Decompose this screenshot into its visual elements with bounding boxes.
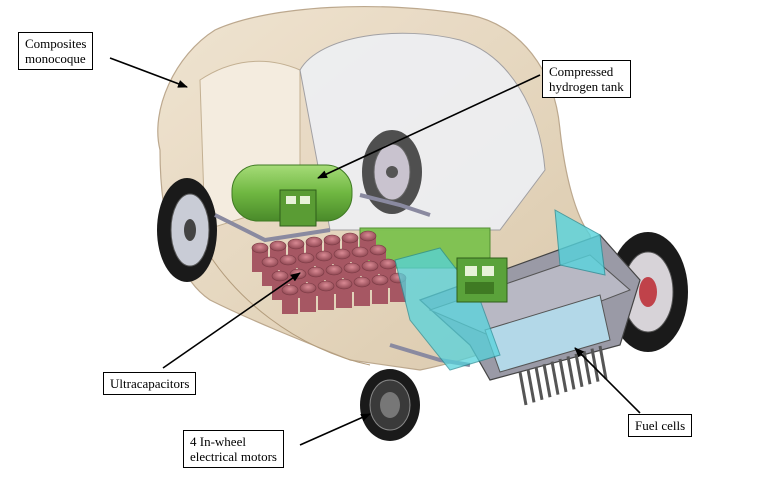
electronics-board xyxy=(457,258,507,302)
fuel-cell-fin xyxy=(568,356,574,389)
ultracapacitor-cap xyxy=(336,279,352,289)
ultracapacitor-cap xyxy=(370,245,386,255)
ultracapacitor-cap xyxy=(318,281,334,291)
ultracapacitor-cap xyxy=(316,251,332,261)
ultracapacitor-cap xyxy=(298,253,314,263)
ultracapacitor-cap xyxy=(326,265,342,275)
leader-in-wheel-motors xyxy=(300,414,370,445)
ultracapacitor-cap xyxy=(300,283,316,293)
fuel-cell-fin xyxy=(560,359,566,392)
ultracapacitor-cap xyxy=(372,275,388,285)
ultracapacitor-cap xyxy=(324,235,340,245)
ultracapacitor-cap xyxy=(344,263,360,273)
ultracapacitor-cap xyxy=(262,257,278,267)
ultracapacitor-cap xyxy=(380,259,396,269)
ultracapacitor-cap xyxy=(270,241,286,251)
ultracapacitor-cap xyxy=(252,243,268,253)
fuel-cell-fin xyxy=(544,364,550,397)
ultracapacitor-cap xyxy=(342,233,358,243)
fuel-cell-fin xyxy=(584,351,590,384)
label-composites-monocoque: Composites monocoque xyxy=(18,32,93,70)
in-wheel-motor xyxy=(360,369,420,441)
fuel-cell-fin xyxy=(528,369,534,402)
label-compressed-hydrogen-tank: Compressed hydrogen tank xyxy=(542,60,631,98)
ultracapacitor-cap xyxy=(308,267,324,277)
rear-left-wheel xyxy=(157,178,217,282)
leader-fuel-cells xyxy=(575,348,640,413)
ultracapacitor-cap xyxy=(288,239,304,249)
ultracapacitor-cap xyxy=(352,247,368,257)
ultracapacitor-cap xyxy=(360,231,376,241)
fuel-cell-fin xyxy=(536,367,542,400)
label-ultracapacitors: Ultracapacitors xyxy=(103,372,196,395)
ultracapacitor-cap xyxy=(306,237,322,247)
ultracapacitor-cap xyxy=(272,271,288,281)
ultracapacitor-cap xyxy=(280,255,296,265)
label-fuel-cells: Fuel cells xyxy=(628,414,692,437)
fuel-cell-fin xyxy=(576,354,582,387)
ultracapacitor-cap xyxy=(362,261,378,271)
ultracapacitor-cap xyxy=(282,285,298,295)
ultracapacitor-cap xyxy=(334,249,350,259)
hydrogen-tank xyxy=(232,165,352,226)
fuel-cell-fin xyxy=(552,362,558,395)
fuel-cell-fin xyxy=(520,372,526,405)
label-in-wheel-electrical-motors: 4 In-wheel electrical motors xyxy=(183,430,284,468)
ultracapacitor-cap xyxy=(354,277,370,287)
